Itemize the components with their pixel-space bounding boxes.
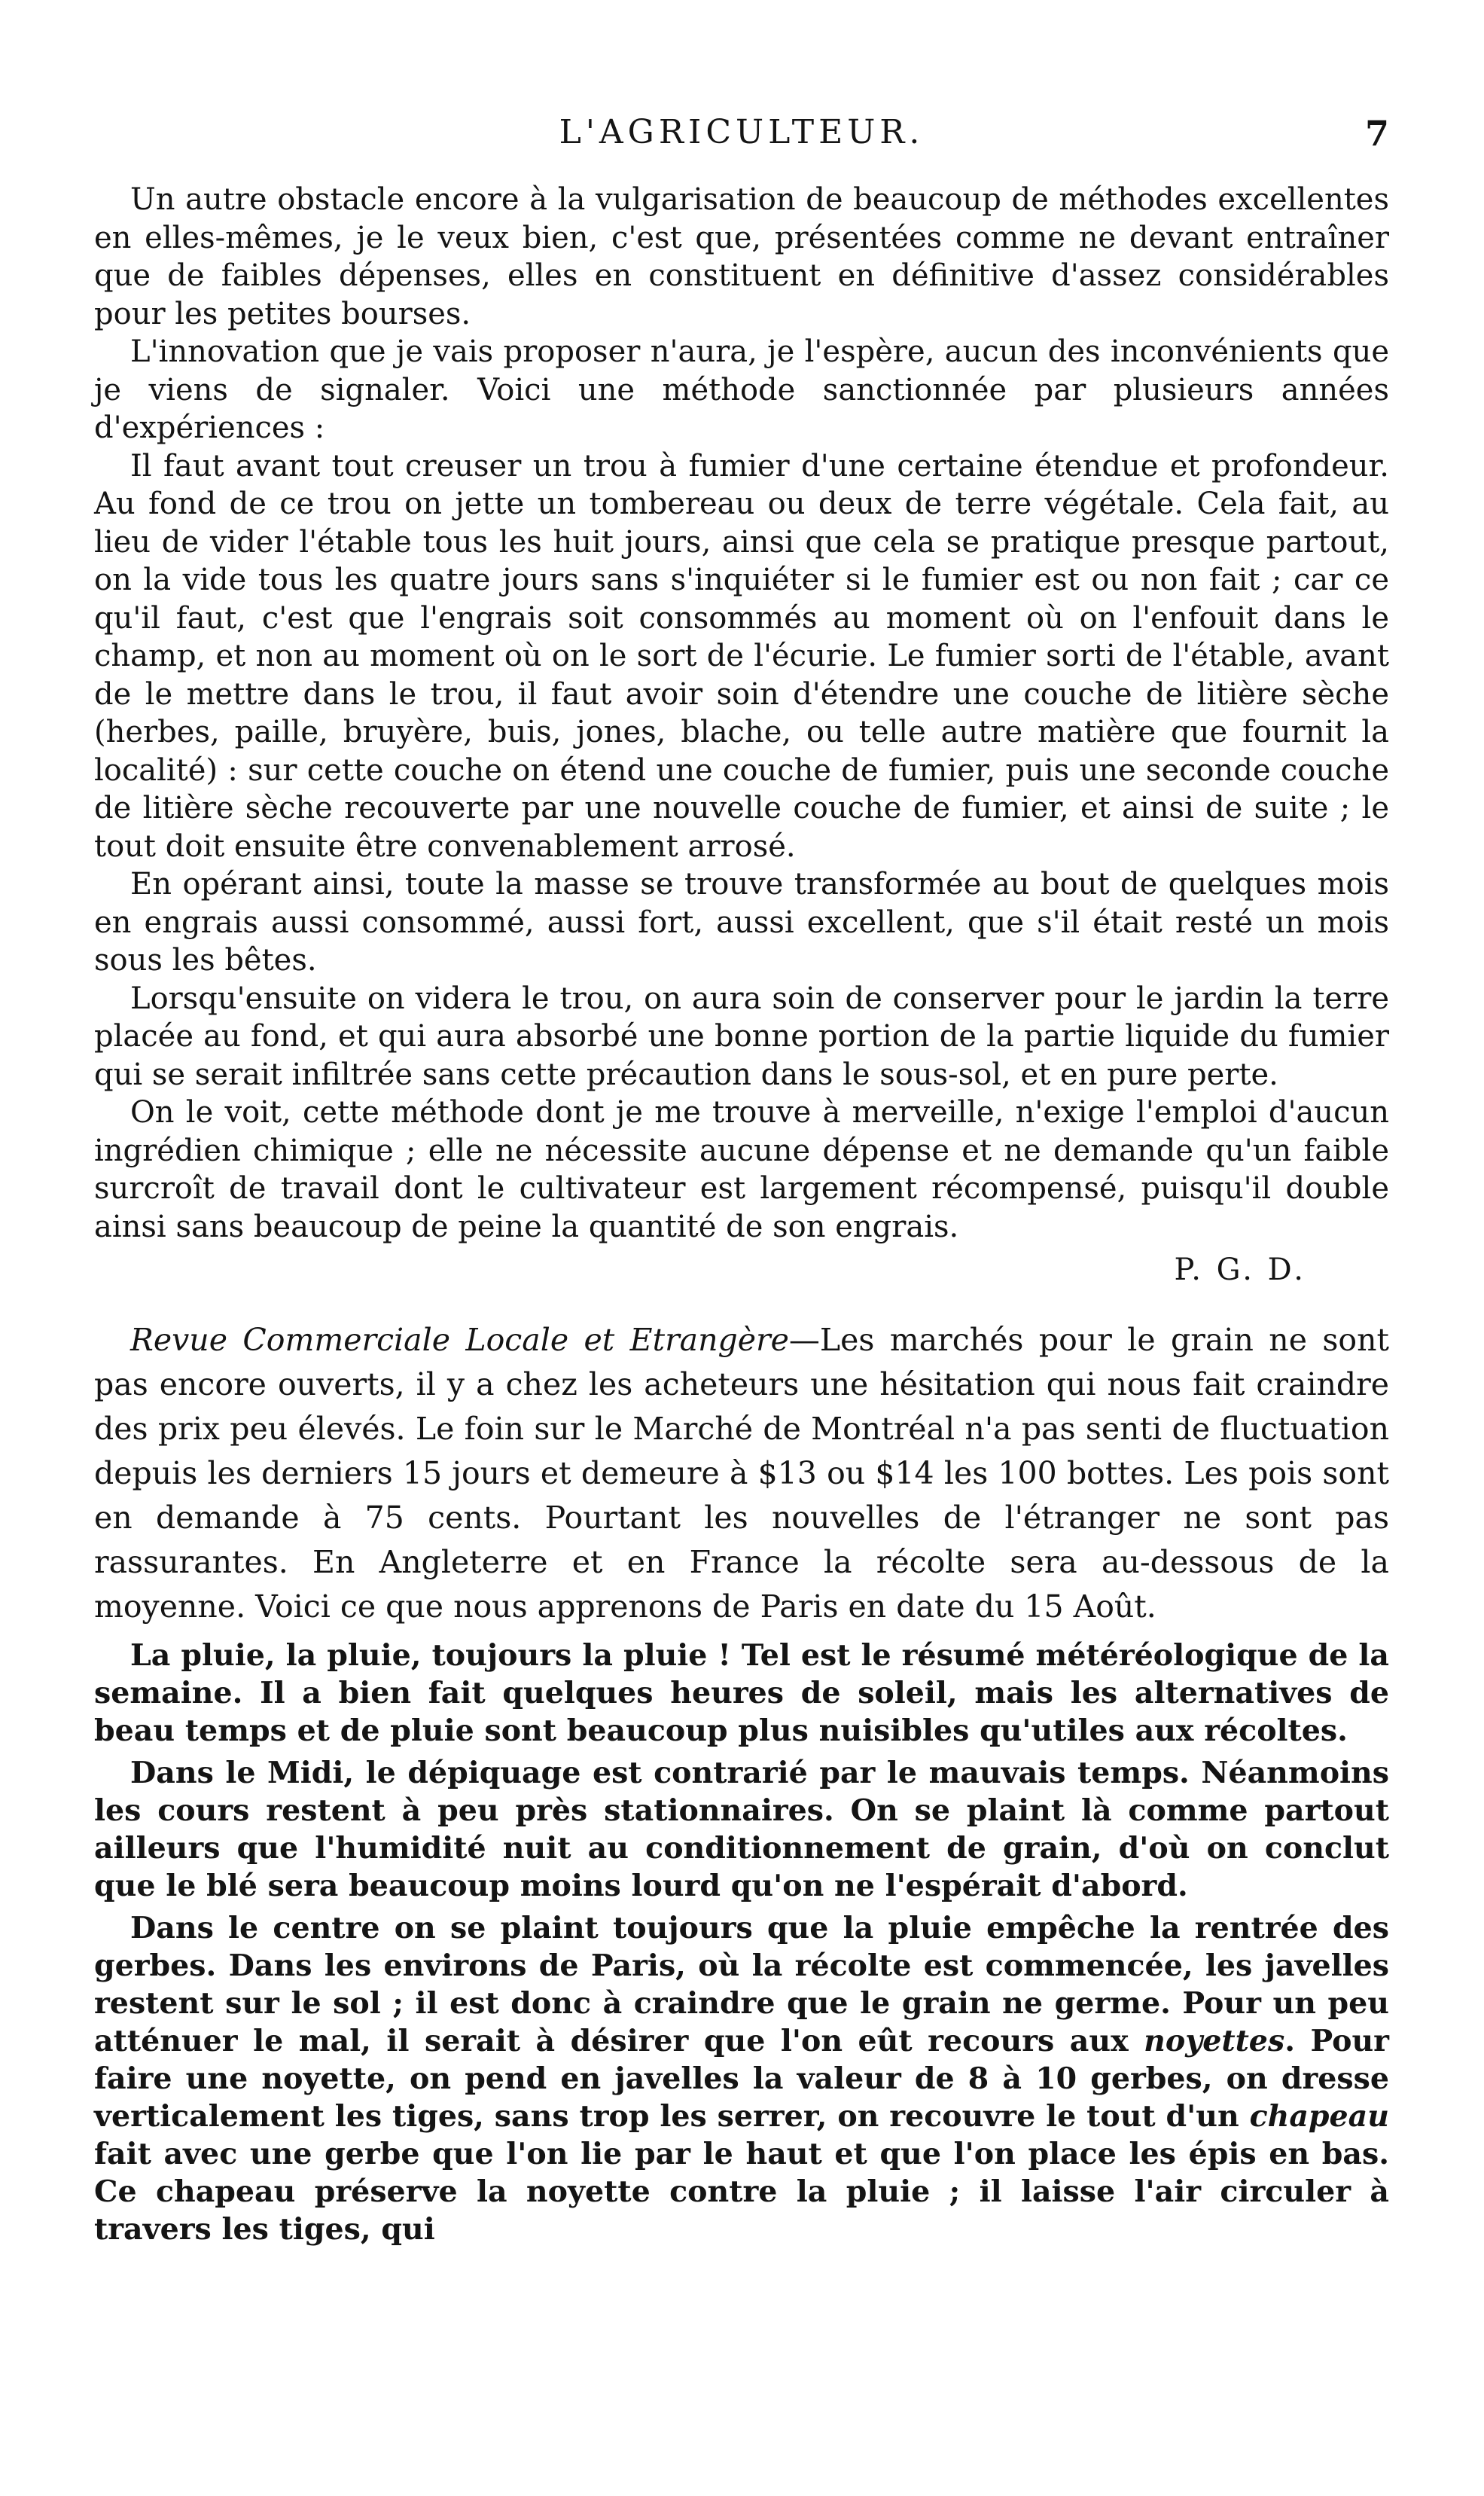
running-title: L'AGRICULTEUR. bbox=[559, 113, 925, 151]
paragraph-text: . Pour faire une noyette, on pend en javelles la valeur de 8 à 10 gerbes, on dresse verticalement les tiges, sans trop les serrer, on recouvre le tout d'un bbox=[94, 2024, 1389, 2134]
book-page bbox=[94, 113, 1389, 2463]
term-chapeau: chapeau bbox=[1249, 2099, 1389, 2134]
paragraph: La pluie, la pluie, toujours la pluie ! Tel est le résumé météréologique de la semaine. Il a bien fait quelques heures de soleil, mais les alternatives de beau temps et de pluie sont beaucoup plus nuisibles qu'utiles aux récoltes. bbox=[94, 1638, 1389, 1748]
author-signature: P. G. D. bbox=[1174, 1253, 1306, 1287]
paragraph: Dans le Midi, le dépiquage est contrarié par le mauvais temps. Néanmoins les cours restent à peu près stationnaires. On se plaint là comme partout ailleurs que l'humidité nuit au conditionnement de grain, d'où on conclut que le blé sera beaucoup moins lourd qu'on ne l'espérait d'abord. bbox=[94, 1756, 1389, 1903]
paragraph: En opérant ainsi, toute la masse se trouve transformée au bout de quelques mois en engrais aussi consommé, aussi fort, aussi excellent, que s'il était resté un mois sous les bêtes. bbox=[94, 867, 1389, 978]
paragraph: Il faut avant tout creuser un trou à fumier d'une certaine étendue et profondeur. Au fond de ce trou on jette un tombereau ou deux de terre végétale. Cela fait, au lieu de vider l'étable tous les huit jours, ainsi que cela se pratique presque partout, on la vide tous les quatre jours sans s'inquiéter si le fumier est ou non fait ; car ce qu'il faut, c'est que l'engrais soit consommés au moment où on l'enfouit dans le champ, et non au moment où on le sort de l'écurie. Le fumier sorti de l'étable, avant de le mettre dans le trou, il faut avoir soin d'étendre une couche de litière sèche (herbes, paille, bruyère, buis, jones, blache, ou telle autre matière que fournit la localité) : sur cette couche on étend une couche de fumier, puis une seconde couche de litière sèche recouverte par une nouvelle couche de fumier, et ainsi de suite ; le tout doit ensuite être convenablement arrosé. bbox=[94, 448, 1389, 864]
commercial-review-section bbox=[94, 1318, 1389, 1629]
paragraph-text: Dans le centre on se plaint toujours que la pluie empêche la rentrée des gerbes. Dans les environs de Paris, où la récolte est commencée, les javelles restent sur le sol ; il est donc à craindre que le grain ne germe. Pour un peu atténuer le mal, il serait à désirer que l'on eût recours aux bbox=[94, 1911, 1389, 2058]
paragraph bbox=[94, 1909, 1389, 2248]
section-rubric: Revue Commerciale Locale et Etrangère bbox=[130, 1322, 789, 1358]
paris-report bbox=[94, 1637, 1389, 2248]
commercial-review-text: Les marchés pour le grain ne sont pas encore ouverts, il y a chez les acheteurs une hésitation qui nous fait craindre des prix peu élevés. Le foin sur le Marché de Montréal n'a pas senti de fluctuation depuis les derniers 15 jours et demeure à $13 ou $14 les 100 bottes. Les pois sont en demande à 75 cents. Pourtant les nouvelles de l'étranger ne sont pas rassurantes. En Angleterre et en France la récolte sera au-dessous de la moyenne. Voici ce que nous apprenons de Paris en date du 15 Août. bbox=[94, 1322, 1389, 1625]
commercial-review-lead bbox=[94, 1318, 1389, 1629]
page-number: 7 bbox=[1364, 113, 1389, 154]
paragraph: Un autre obstacle encore à la vulgarisation de beaucoup de méthodes excellentes en elles-mêmes, je le veux bien, c'est que, présentées comme ne devant entraîner que de faibles dépenses, elles en constituent en définitive d'assez considérables pour les petites bourses. bbox=[94, 182, 1389, 331]
paragraph: On le voit, cette méthode dont je me trouve à merveille, n'exige l'emploi d'aucun ingrédien chimique ; elle ne nécessite aucune dépense et ne demande qu'un faible surcroît de travail dont le cultivateur est largement récompensé, puisqu'il double ainsi sans beaucoup de peine la quantité de son engrais. bbox=[94, 1095, 1389, 1244]
paragraph: Lorsqu'ensuite on videra le trou, on aura soin de conserver pour le jardin la terre placée au fond, et qui aura absorbé une bonne portion de la partie liquide du fumier qui se serait infiltrée sans cette précaution dans le sous-sol, et en pure perte. bbox=[94, 981, 1389, 1092]
paragraph: L'innovation que je vais proposer n'aura, je l'espère, aucun des inconvénients que je viens de signaler. Voici une méthode sanctionnée par plusieurs années d'expériences : bbox=[94, 334, 1389, 445]
rubric-dash: — bbox=[788, 1322, 820, 1358]
term-noyettes: noyettes bbox=[1144, 2024, 1285, 2058]
paragraph-text: fait avec une gerbe que l'on lie par le haut et que l'on place les épis en bas. Ce chapeau préserve la noyette contre la pluie ; il laisse l'air circuler à travers les tiges, qui bbox=[94, 2137, 1389, 2247]
page-header bbox=[94, 113, 1389, 173]
article-body bbox=[94, 181, 1389, 1291]
